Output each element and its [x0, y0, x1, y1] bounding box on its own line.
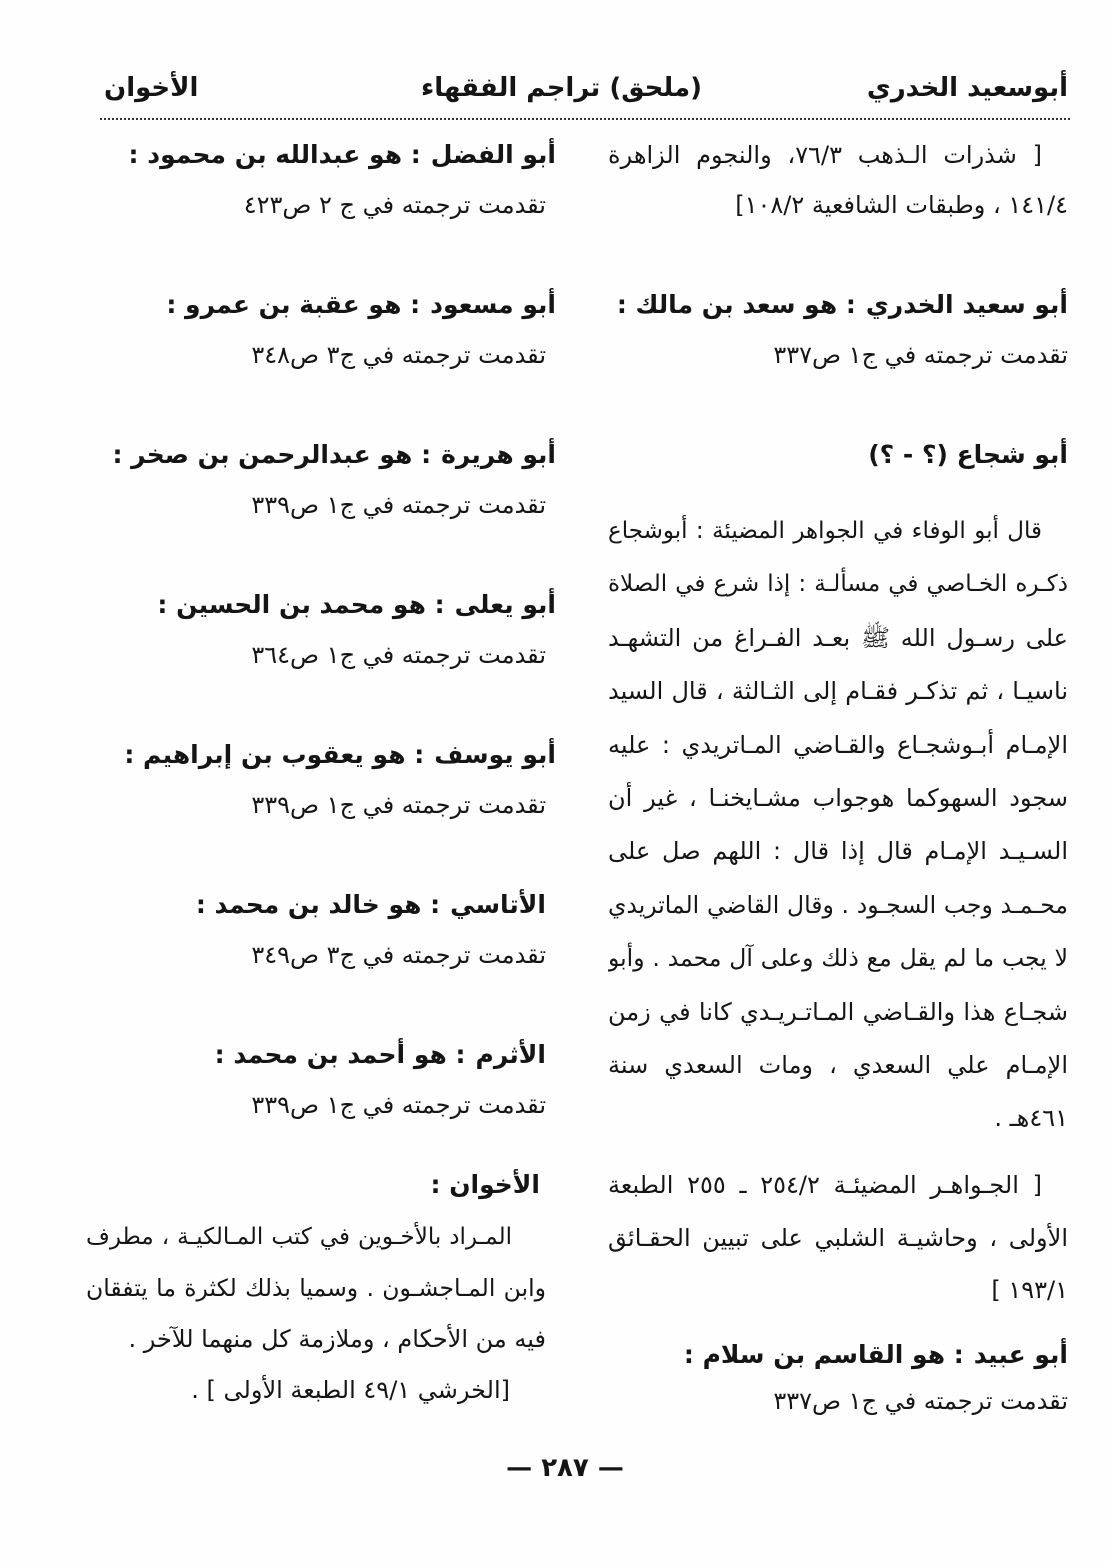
paragraph-line: شجـاع هذا والقـاضي المـاتـريـدي كانا في زمن: [608, 997, 1068, 1026]
citation-line: [ شذرات الـذهب ٧٦/٣، والنجوم الزاهرة: [608, 141, 1043, 169]
entry-heading: أبو شجاع (؟ - ؟): [868, 440, 1068, 469]
entry-heading: [608, 280, 1068, 330]
entry-name: أبو سعيد الخدري: [865, 290, 1068, 319]
paragraph-line: المـراد بالأخـوين في كتب المـالكيـة ، مطرف: [86, 1224, 512, 1250]
page-number: — ٢٨٧ —: [506, 1453, 624, 1483]
paragraph-line: فيه من الأحكام ، وملازمة كل منهما للآخر .: [128, 1325, 546, 1353]
entry-identity: : هو عبدالرحمن بن صخر :: [112, 440, 432, 469]
entry-abu-shuja-heading-block: [608, 430, 1068, 480]
entry-cross-reference: تقدمت ترجمته في ج٣ ص٣٤٩: [251, 941, 546, 969]
entry-cross-reference: تقدمت ترجمته في ج١ ص٣٦٤: [251, 641, 546, 669]
entry-heading: [86, 280, 556, 330]
entry-name: أبو الفضل: [430, 140, 556, 169]
entry-heading: [608, 1331, 1068, 1378]
paragraph-line: قال أبو الوفاء في الجواهر المضيئة : أبوشجاع: [608, 518, 1042, 544]
entry-abu-ubayd: [608, 1331, 1068, 1425]
entry-al-akhawan-paragraph: [86, 1212, 556, 1416]
paragraph-line: الإمـام علي السعدي ، ومات السعدي سنة: [608, 1050, 1068, 1079]
entry-cross-reference: تقدمت ترجمته في ج٣ ص٣٤٨: [251, 341, 546, 369]
paragraph-line: على رسـول الله ﷺ بعـد الفـراغ من التشهـد: [608, 623, 1068, 652]
entry-heading: الأخوان :: [430, 1170, 540, 1199]
citation-line: [ الجـواهـر المضيئـة ٢٥٤/٢ ـ ٢٥٥ الطبعة: [608, 1171, 1042, 1199]
header-last-entry: الأخوان: [104, 73, 199, 103]
entry-al-athram: [86, 1030, 556, 1130]
entry-heading: [86, 580, 556, 630]
paragraph-line: الإمـام أبـوشجـاع والقـاضي المـاتريدي : عليه: [608, 730, 1068, 759]
paragraph-line: السـيـد الإمـام قال إذا قال : اللهم صل على: [608, 837, 1068, 866]
entry-al-atasi: [86, 880, 556, 980]
entry-identity: : هو عقبة بن عمرو :: [166, 290, 421, 319]
entry-name: أبو يعلى: [454, 590, 556, 619]
citation-line: ١٤١/٤ ، وطبقات الشافعية ١٠٨/٢]: [735, 191, 1068, 219]
entry-abu-al-fadl: [86, 130, 556, 230]
entry-identity: : هو محمد بن الحسين :: [157, 590, 445, 619]
entry-cross-reference: تقدمت ترجمته في ج١ ص٣٣٩: [251, 791, 546, 819]
right-column: [608, 0, 1068, 1563]
entry-identity: : هو سعد بن مالك :: [616, 290, 856, 319]
header-first-entry: أبوسعيد الخدري: [866, 73, 1068, 103]
entry-name: أبو يوسف: [434, 740, 556, 769]
paragraph-line: سجود السهوكما هوجواب مشـايخنـا ، غير أن: [608, 783, 1068, 812]
entry-abu-said-al-khudri: [608, 280, 1068, 380]
entry-abu-shuja-paragraph: [608, 505, 1068, 1146]
entry-identity: : هو القاسم بن سلام :: [683, 1340, 964, 1369]
paragraph-line: ٤٦١هـ .: [994, 1104, 1068, 1133]
entry-cross-reference: تقدمت ترجمته في ج ٢ ص٤٢٣: [243, 191, 546, 219]
entry-name: أبو مسعود: [430, 290, 556, 319]
entry-heading: [86, 730, 556, 780]
entry-name: أبو عبيد: [973, 1340, 1068, 1369]
entry-abu-masud: [86, 280, 556, 380]
entry-abu-yala: [86, 580, 556, 680]
entry-identity: : هو يعقوب بن إبراهيم :: [124, 740, 425, 769]
citation-line: [الخرشي ٤٩/١ الطبعة الأولى ] .: [191, 1376, 510, 1404]
entry-abu-shuja-sources: [608, 1159, 1068, 1317]
entry-heading: [86, 430, 556, 480]
entry-identity: : هو خالد بن محمد :: [195, 890, 441, 919]
entry-al-akhawan-heading-block: [86, 1160, 556, 1210]
citation-block: [608, 130, 1068, 230]
entry-name: الأثرم: [475, 1040, 546, 1069]
entry-heading: [86, 880, 556, 930]
entry-cross-reference: تقدمت ترجمته في ج١ ص٣٣٩: [251, 1091, 546, 1119]
entry-cross-reference: تقدمت ترجمته في ج١ ص٣٣٧: [773, 341, 1068, 369]
entry-name: أبو هريرة: [441, 440, 556, 469]
header-section-title: (ملحق) تراجم الفقهاء: [420, 73, 702, 103]
entry-identity: : هو عبدالله بن محمود :: [128, 140, 421, 169]
entry-cross-reference: تقدمت ترجمته في ج١ ص٣٣٧: [773, 1387, 1068, 1415]
entry-identity: : هو أحمد بن محمد :: [214, 1040, 466, 1069]
entry-abu-hurayra: [86, 430, 556, 530]
entry-abu-yusuf: [86, 730, 556, 830]
entry-name: الأتاسي: [450, 890, 546, 919]
entry-heading: [86, 1030, 556, 1080]
entry-heading: [86, 130, 556, 180]
paragraph-line: وابن المـاجشـون . وسميا بذلك لكثرة ما يتفقان: [86, 1274, 546, 1302]
paragraph-line: ذكـره الخـاصي في مسألـة : إذا شرع في الصلاة: [608, 571, 1068, 598]
paragraph-line: محـمـد وجب السجـود . وقال القاضي الماتريدي: [608, 890, 1068, 919]
left-column: [86, 0, 556, 1563]
paragraph-line: لا يجب ما لم يقل مع ذلك وعلى آل محمد . وأبو: [608, 944, 1068, 973]
citation-line: الأولى ، وحاشيـة الشلبي على تبيين الحقـائق: [608, 1223, 1068, 1252]
entry-cross-reference: تقدمت ترجمته في ج١ ص٣٣٩: [251, 491, 546, 519]
paragraph-line: ناسيـا ، ثم تذكـر فقـام إلى الثـالثة ، قال السيد: [608, 677, 1068, 706]
citation-line: ١٩٣/١ ]: [991, 1276, 1068, 1304]
